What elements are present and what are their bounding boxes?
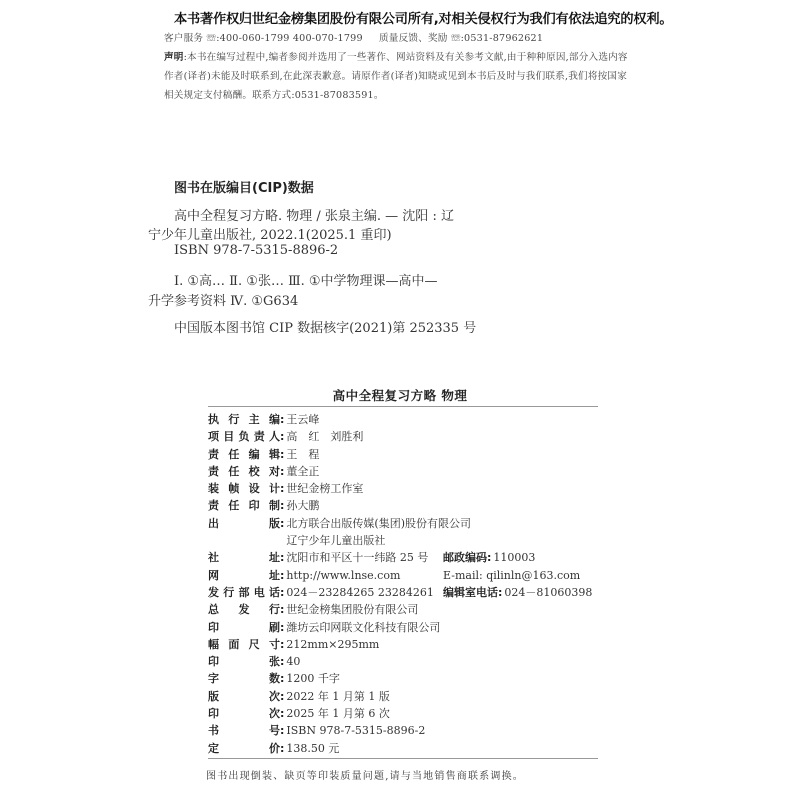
row-value: 212mm×295mm — [286, 637, 380, 651]
row-value: 2022 年 1 月第 1 版 — [286, 689, 390, 703]
row-label: 定价 — [208, 741, 280, 755]
cip-number: 中国版本图书馆 CIP 数据核字(2021)第 252335 号 — [174, 321, 477, 336]
colophon-table — [208, 411, 608, 757]
service-phones: :400-060-1799 400-070-1799 — [216, 33, 363, 44]
row-value: 40 — [286, 655, 301, 669]
cip-line: 宁少年儿童出版社, 2022.1(2025.1 重印) — [148, 228, 392, 243]
statement-text: :本书在编写过程中,编者参阅并选用了一些著作、网站资料及有关参考文献,由于种种原因,部分入选内容 — [183, 52, 628, 63]
row-value: 世纪金榜工作室 — [286, 482, 364, 496]
row-label: 网址 — [208, 568, 280, 582]
row-label: 责任编辑 — [208, 447, 280, 461]
row-value: 王云峰 — [286, 413, 320, 426]
row-value: 110003 — [493, 551, 536, 565]
row-label: 字数 — [208, 672, 280, 686]
feedback-phone: :0531-87962621 — [460, 33, 544, 44]
colophon-row: 印次: 2025 年 1 月第 6 次 — [208, 705, 608, 722]
postcode: 邮政编码: 110003 — [443, 549, 535, 566]
row-label: 版次 — [208, 689, 280, 703]
phone-icon: ☏ — [450, 33, 461, 44]
colophon-row: 印刷: 潍坊云印网联文化科技有限公司 — [208, 619, 608, 636]
row-value: 1200 千字 — [286, 672, 340, 686]
colophon-row — [208, 532, 608, 549]
colophon-row: 书号: ISBN 978-7-5315-8896-2 — [208, 722, 608, 739]
row-label: 邮政编码 — [443, 551, 487, 565]
statement-line-3: 相关规定支付稿酬。联系方式:0531-87083591。 — [164, 90, 384, 101]
row-value: 2025 年 1 月第 6 次 — [286, 707, 390, 721]
colophon-row: 责任校对: 董全正 — [208, 463, 608, 480]
row-label: 社址 — [208, 551, 280, 565]
row-value: ISBN 978-7-5315-8896-2 — [286, 724, 426, 738]
row-value: 辽宁少年儿童出版社 — [286, 534, 386, 548]
editorial-phone: 编辑室电话: 024－81060398 — [443, 584, 592, 601]
cip-line: Ⅰ. ①高… Ⅱ. ①张… Ⅲ. ①中学物理课—高中— — [174, 274, 438, 289]
row-label: 编辑室电话 — [443, 585, 498, 599]
row-value: 高 红 刘胜利 — [286, 430, 364, 444]
colophon-row: 幅面尺寸: 212mm×295mm — [208, 636, 608, 653]
feedback-label: 质量反馈、奖励 — [379, 33, 448, 44]
colophon-row: 项目负责人: 高 红 刘胜利 — [208, 428, 608, 445]
divider — [208, 406, 598, 407]
colophon-row: 发行部电话: 024－23284265 23284261 编辑室电话: 024－81060398 — [208, 584, 608, 601]
colophon-row: 社址: 沈阳市和平区十一纬路 25 号 邮政编码: 110003 — [208, 549, 608, 566]
row-value: 孙大鹏 — [286, 499, 320, 513]
price-value: 138.50 元 — [286, 741, 340, 755]
row-label: E-mail — [443, 568, 479, 582]
divider — [208, 758, 598, 759]
row-value: 024－81060398 — [504, 585, 593, 599]
copyright-notice: 本书著作权归世纪金榜集团股份有限公司所有,对相关侵权行为我们有依法追究的权利。 — [174, 12, 673, 27]
row-label: 责任印制 — [208, 499, 280, 513]
row-label: 印张 — [208, 655, 280, 669]
colophon-row: 印张: 40 — [208, 653, 608, 670]
row-label: 印次 — [208, 707, 280, 721]
cip-line: 升学参考资料 Ⅳ. ①G634 — [148, 294, 299, 309]
colophon-row: 定价: 138.50 元 — [208, 740, 608, 757]
row-label: 幅面尺寸 — [208, 637, 280, 651]
colophon-row: 责任印制: 孙大鹏 — [208, 497, 608, 514]
row-value: 世纪金榜集团股份有限公司 — [286, 603, 419, 617]
row-label: 书号 — [208, 724, 280, 738]
row-label: 装帧设计 — [208, 482, 280, 496]
row-label: 出版 — [208, 516, 280, 530]
statement-line-2: 作者(译者)未能及时联系到,在此深表歉意。请原作者(译者)知晓或见到本书后及时与我们联系,我们将按国家 — [164, 71, 627, 82]
email: E-mail: qilinln@163.com — [443, 568, 581, 582]
cip-isbn: ISBN 978-7-5315-8896-2 — [174, 243, 339, 258]
colophon-row: 网址: http://www.lnse.com E-mail: qilinln@163.com — [208, 567, 608, 584]
row-value: 024－23284265 23284261 — [286, 585, 434, 599]
service-label: 客户服务 — [164, 33, 204, 44]
colophon-row: 版次: 2022 年 1 月第 1 版 — [208, 688, 608, 705]
cip-line: 高中全程复习方略. 物理 / 张泉主编. — 沈阳 : 辽 — [174, 209, 454, 224]
phone-icon: ☏ — [206, 33, 217, 44]
book-title: 高中全程复习方略 物理 — [332, 388, 468, 403]
row-label: 发行部电话 — [208, 585, 280, 599]
colophon-row: 执行主编: 王云峰 — [208, 411, 608, 428]
row-value: 王 程 — [286, 447, 320, 461]
row-value: 潍坊云印网联文化科技有限公司 — [286, 620, 441, 634]
cip-title: 图书在版编目(CIP)数据 — [174, 181, 314, 196]
row-label: 执行主编 — [208, 413, 280, 426]
row-value: 董全正 — [286, 464, 320, 478]
row-label: 项目负责人 — [208, 430, 280, 444]
row-value: 沈阳市和平区十一纬路 25 号 — [286, 551, 429, 565]
colophon-row: 总发行: 世纪金榜集团股份有限公司 — [208, 601, 608, 618]
colophon-row: 装帧设计: 世纪金榜工作室 — [208, 480, 608, 497]
row-label: 总发行 — [208, 603, 280, 617]
row-label: 印刷 — [208, 620, 280, 634]
colophon-row: 出版: 北方联合出版传媒(集团)股份有限公司 — [208, 515, 608, 532]
colophon-row: 责任编辑: 王 程 — [208, 446, 608, 463]
footer-note: 图书出现倒装、缺页等印装质量问题,请与当地销售商联系调换。 — [206, 771, 524, 782]
customer-service-line — [164, 30, 543, 44]
row-value: 北方联合出版传媒(集团)股份有限公司 — [286, 516, 471, 530]
colophon-row: 字数: 1200 千字 — [208, 670, 608, 687]
statement-label: 声明 — [164, 52, 184, 63]
row-label: 责任校对 — [208, 464, 280, 478]
website-value: http://www.lnse.com — [286, 568, 401, 582]
email-value: qilinln@163.com — [486, 568, 581, 582]
statement-line-1 — [164, 49, 628, 63]
